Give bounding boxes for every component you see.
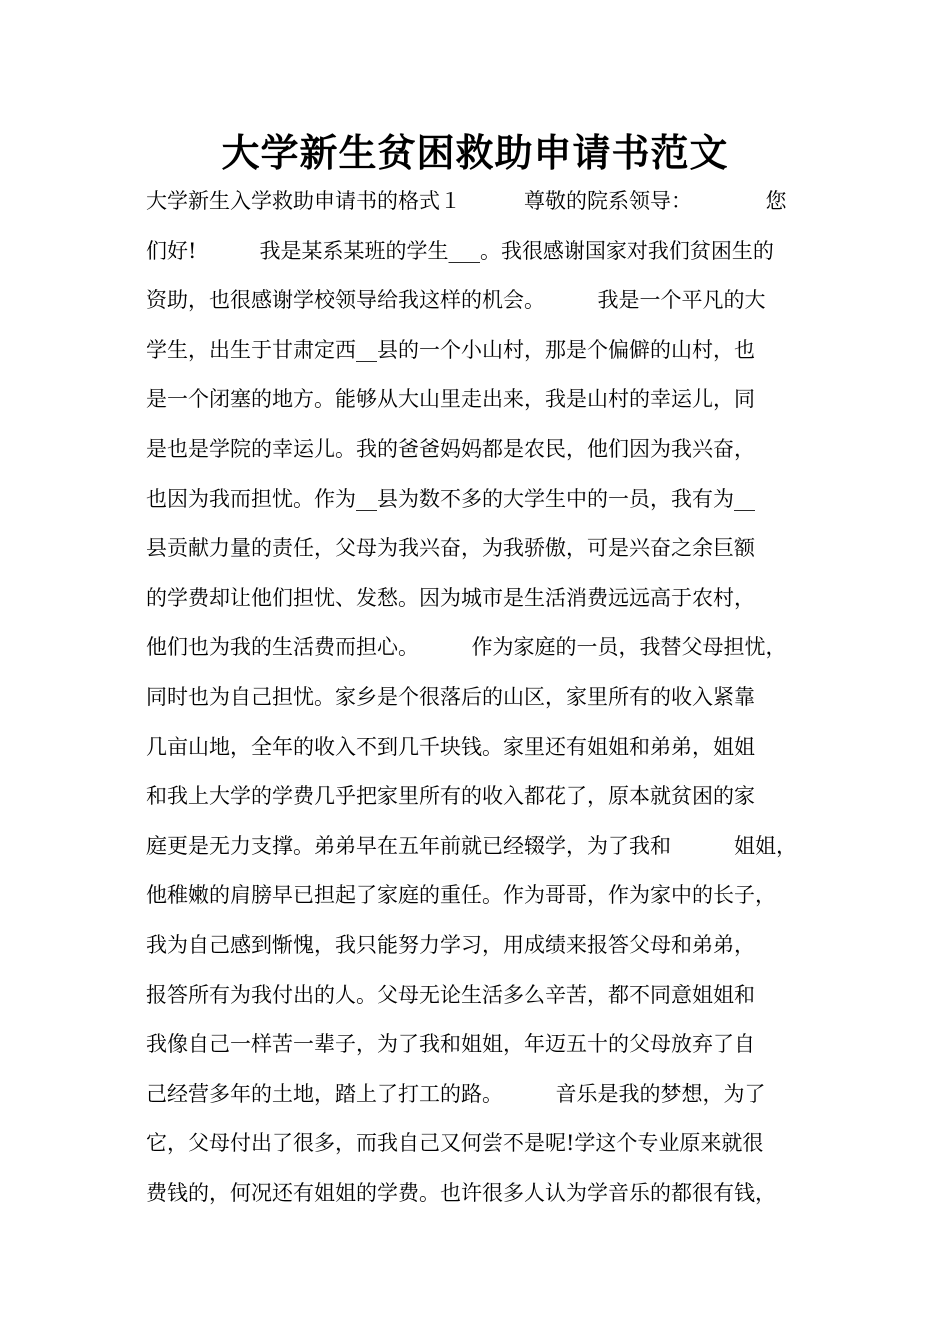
body-line: 学生，出生于甘肃定西__县的一个小山村，那是个偏僻的山村，也 [146, 337, 755, 362]
body-line: 同时也为自己担忧。家乡是个很落后的山区，家里所有的收入紧靠 [146, 684, 755, 709]
body-line: 是一个闭塞的地方。能够从大山里走出来，我是山村的幸运儿，同 [146, 387, 755, 412]
body-line: 的学费却让他们担忧、发愁。因为城市是生活消费远远高于农村， [146, 585, 755, 610]
body-line: 也因为我而担忧。作为__县为数不多的大学生中的一员，我有为__ [146, 486, 755, 511]
body-line: 他们也为我的生活费而担心。 作为家庭的一员，我替父母担忧， [146, 635, 787, 660]
body-line: 我为自己感到惭愧，我只能努力学习，用成绩来报答父母和弟弟， [146, 932, 755, 957]
body-line: 报答所有为我付出的人。父母无论生活多么辛苦，都不同意姐姐和 [146, 982, 755, 1007]
body-line: 大学新生入学救助申请书的格式１ 尊敬的院系领导： 您 [146, 189, 787, 213]
body-line: 它，父母付出了很多，而我自己又何尝不是呢!学这个专业原来就很 [146, 1131, 764, 1156]
body-line: 己经营多年的土地，踏上了打工的路。 音乐是我的梦想，为了 [146, 1081, 766, 1106]
body-line: 们好! 我是某系某班的学生___。我很感谢国家对我们贫困生的 [146, 238, 774, 263]
document-title: 大学新生贫困救助申请书范文 [221, 131, 729, 175]
body-line: 资助，也很感谢学校领导给我这样的机会。 我是一个平凡的大 [146, 288, 766, 313]
body-line: 是也是学院的幸运儿。我的爸爸妈妈都是农民，他们因为我兴奋， [146, 436, 755, 461]
body-line: 几亩山地，全年的收入不到几千块钱。家里还有姐姐和弟弟，姐姐 [146, 734, 755, 759]
body-line: 庭更是无力支撑。弟弟早在五年前就已经辍学，为了我和 姐姐， [146, 833, 797, 858]
body-line: 费钱的，何况还有姐姐的学费。也许很多人认为学音乐的都很有钱， [146, 1180, 776, 1205]
body-line: 县贡献力量的责任，父母为我兴奋，为我骄傲，可是兴奋之余巨额 [146, 536, 755, 561]
document-body [146, 182, 818, 1223]
body-line: 他稚嫩的肩膀早已担起了家庭的重任。作为哥哥，作为家中的长子， [146, 883, 776, 908]
body-line: 和我上大学的学费几乎把家里所有的收入都花了，原本就贫困的家 [146, 784, 755, 809]
body-line: 我像自己一样苦一辈子，为了我和姐姐，年迈五十的父母放弃了自 [146, 1032, 755, 1057]
